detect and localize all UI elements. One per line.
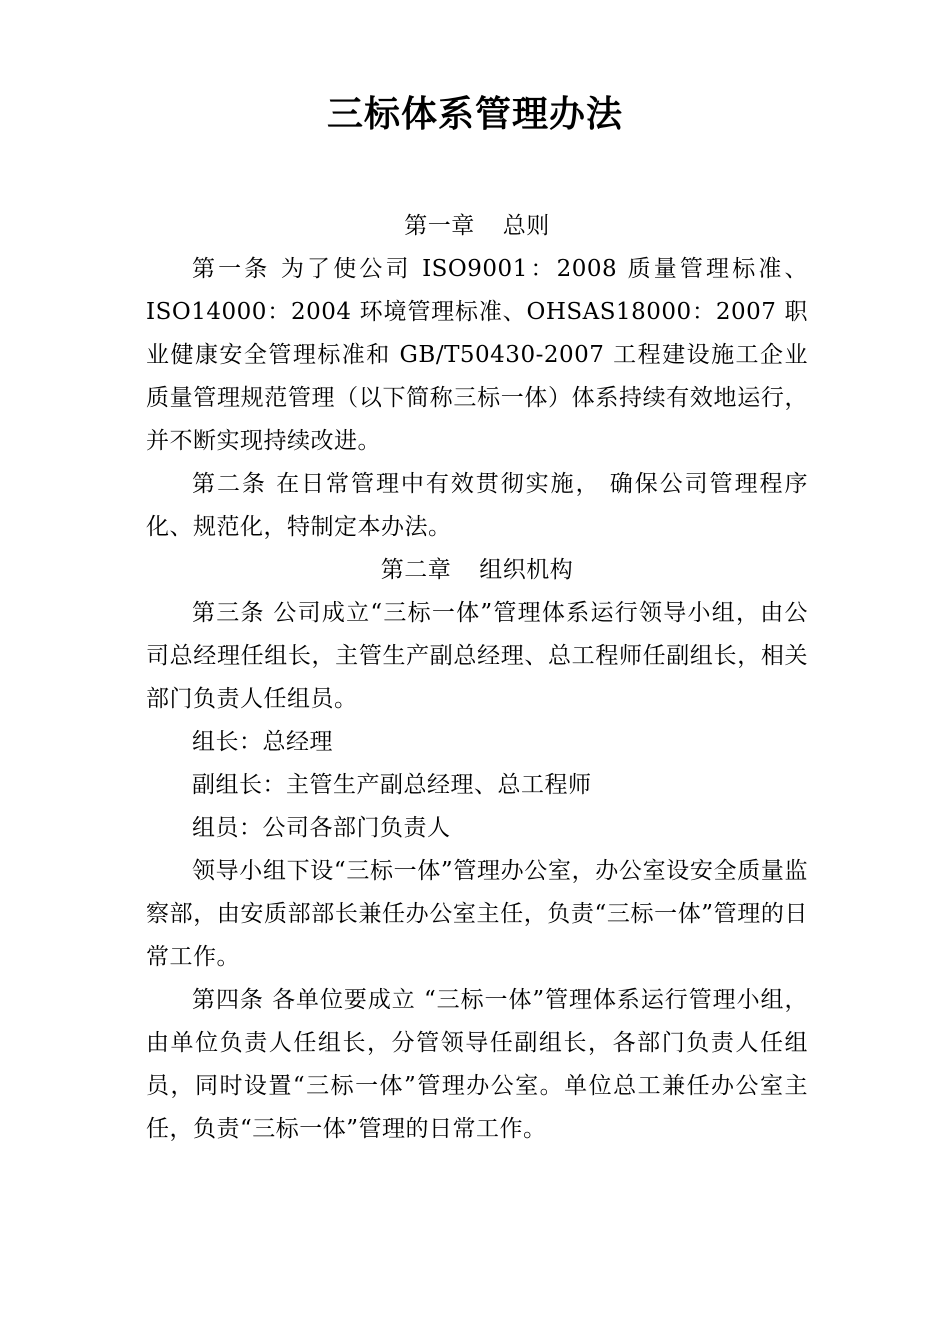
document-body [146,205,808,1151]
chapter-number: 第一章 [404,213,475,239]
role-line: 组员：公司各部门负责人 [192,815,451,841]
role-line: 副组长：主管生产副总经理、总工程师 [192,772,592,798]
article-paragraph: 第四条 各单位要成立 “三标一体”管理体系运行管理小组，由单位负责人任组长，分管领导任副组长，各部门负责人任组员，同时设置“三标一体”管理办公室。单位总工兼任办公室主任，负责“三标一体”管理的日常工作。 [146,987,808,1142]
chapter-name: 总则 [502,213,550,239]
chapter-heading [146,205,808,248]
article-paragraph: 第一条 为了使公司 ISO9001：2008 质量管理标准、ISO14000：2004 环境管理标准、OHSAS18000：2007 职业健康安全管理标准和 GB/T50430-2007 工程建设施工企业质量管理规范管理（以下简称三标一体）体系持续有效地运行，并不断实现持续改进。 [146,256,808,454]
chapter-name: 组织机构 [479,557,574,583]
article-paragraph: 第二条 在日常管理中有效贯彻实施， 确保公司管理程序化、规范化，特制定本办法。 [146,471,808,540]
chapter-number: 第二章 [380,557,452,583]
article-paragraph: 第三条 公司成立“三标一体”管理体系运行领导小组，由公司总经理任组长，主管生产副总经理、总工程师任副组长，相关部门负责人任组员。 [146,600,808,712]
role-line: 组长：总经理 [192,729,333,755]
office-paragraph: 领导小组下设“三标一体”管理办公室，办公室设安全质量监察部，由安质部部长兼任办公室主任，负责“三标一体”管理的日常工作。 [146,858,808,970]
chapter-heading [146,549,808,592]
document-title: 三标体系管理办法 [326,94,623,135]
